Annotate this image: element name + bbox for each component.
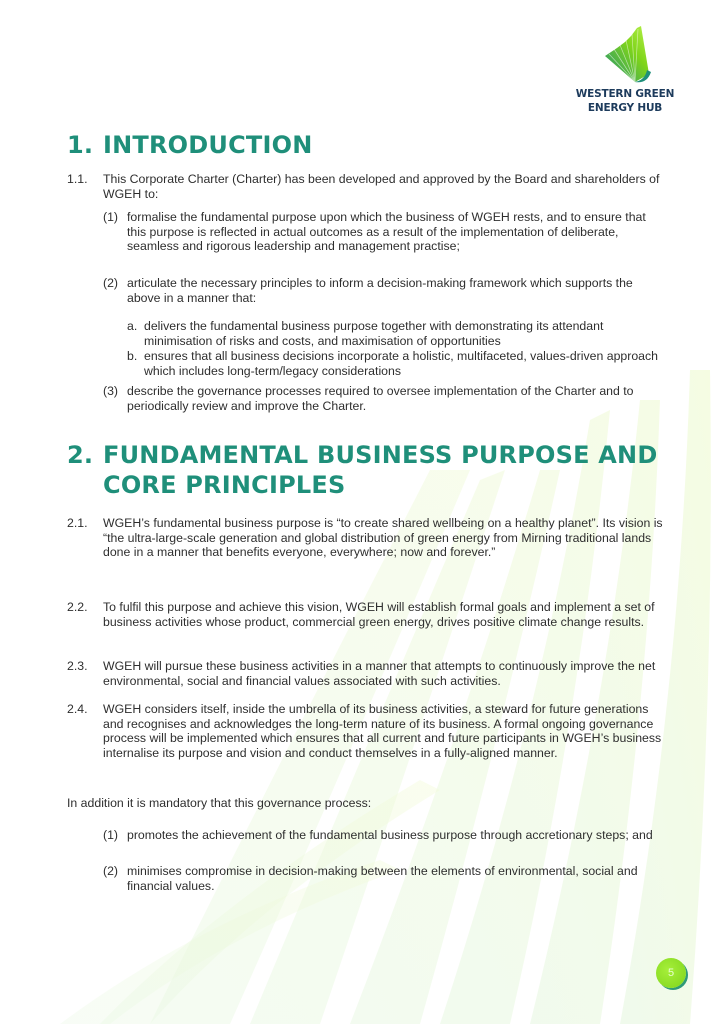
section-2-heading: [67, 440, 657, 500]
section-2-title-line1: FUNDAMENTAL BUSINESS PURPOSE AND: [103, 441, 658, 469]
paragraph-2-4: [67, 702, 667, 760]
list-item-number: (2): [103, 864, 119, 878]
paragraph-text: To fulfil this purpose and achieve this vision, WGEH will establish formal goals and implement a set of business activities whose product, commercial green energy, drives positive climate change results.: [103, 600, 655, 629]
paragraph-text: This Corporate Charter (Charter) has been developed and approved by the Board and shareholders of WGEH to:: [103, 172, 660, 201]
fan-logo-icon: [597, 22, 653, 86]
paragraph-2-2: [67, 600, 667, 629]
section-1-heading: [67, 130, 312, 160]
list-item: [103, 864, 663, 893]
addition-intro-text: In addition it is mandatory that this governance process:: [67, 796, 372, 810]
logo-text-line2: ENERGY HUB: [587, 102, 663, 114]
section-1-number: 1.: [67, 131, 94, 159]
paragraph-number: 2.2.: [67, 600, 88, 614]
company-logo: [575, 22, 675, 114]
section-2-number: 2.: [67, 441, 94, 469]
list-item: [103, 276, 663, 305]
page-number-badge: 5: [656, 958, 686, 988]
list-item-text: promotes the achievement of the fundamental business purpose through accretionary steps; and: [127, 828, 653, 842]
list-item-text: articulate the necessary principles to inform a decision-making framework which supports the above in a manner that:: [127, 276, 633, 305]
paragraph-text: WGEH will pursue these business activities in a manner that attempts to continuously improve the net environmental, social and financial values associated with such activities.: [103, 659, 656, 688]
sub-list-item-text: ensures that all business decisions incorporate a holistic, multifaceted, values-driven approach which includes long-term/legacy considerations: [144, 349, 659, 378]
list-item-text: formalise the fundamental purpose upon which the business of WGEH rests, and to ensure that this purpose is reflected in actual outcomes as a result of the implementation of deliberate, seamless and rigorous leadership and management practise;: [127, 210, 646, 254]
sub-list-item-letter: b.: [127, 349, 138, 363]
list-item-text: minimises compromise in decision-making between the elements of environmental, social and financial values.: [127, 864, 638, 893]
sub-list-item-text: delivers the fundamental business purpose together with demonstrating its attendant minimisation of risks and costs, and maximisation of opportunities: [144, 319, 604, 348]
paragraph-number: 1.1.: [67, 172, 88, 186]
section-2-title-line2: CORE PRINCIPLES: [103, 471, 346, 499]
list-item: [103, 384, 663, 413]
sub-list-item: [127, 319, 667, 348]
list-item-number: (1): [103, 210, 119, 224]
paragraph-2-1: [67, 516, 667, 560]
list-item: [103, 210, 663, 254]
list-item: [103, 828, 663, 843]
paragraph-1-1: [67, 172, 667, 201]
paragraph-number: 2.1.: [67, 516, 88, 530]
list-item-text: describe the governance processes required to oversee implementation of the Charter and to periodically review and improve the Charter.: [127, 384, 634, 413]
list-item-number: (1): [103, 828, 119, 842]
paragraph-2-3: [67, 659, 667, 688]
list-item-number: (2): [103, 276, 119, 290]
paragraph-number: 2.4.: [67, 702, 88, 716]
sub-list-item: [127, 349, 667, 378]
paragraph-number: 2.3.: [67, 659, 88, 673]
paragraph-text: WGEH considers itself, inside the umbrella of its business activities, a steward for future generations and recognises and acknowledges the long-term nature of its business. A formal ongoing governance process will be implemented which ensures that all current and future participants in WGEH’s business internalise its purpose and vision and conduct themselves in a fully-aligned manner.: [103, 702, 662, 760]
section-1-title: INTRODUCTION: [103, 131, 313, 159]
sub-list-item-letter: a.: [127, 319, 138, 333]
list-item-number: (3): [103, 384, 119, 398]
paragraph-text: WGEH’s fundamental business purpose is “to create shared wellbeing on a healthy planet”. Its vision is “the ultra-large-scale generation and global distribution of green energy from Mirning traditional lands done in a manner that benefits everyone, everywhere; now and forever.”: [103, 516, 663, 560]
logo-text-line1: WESTERN GREEN: [575, 88, 675, 100]
